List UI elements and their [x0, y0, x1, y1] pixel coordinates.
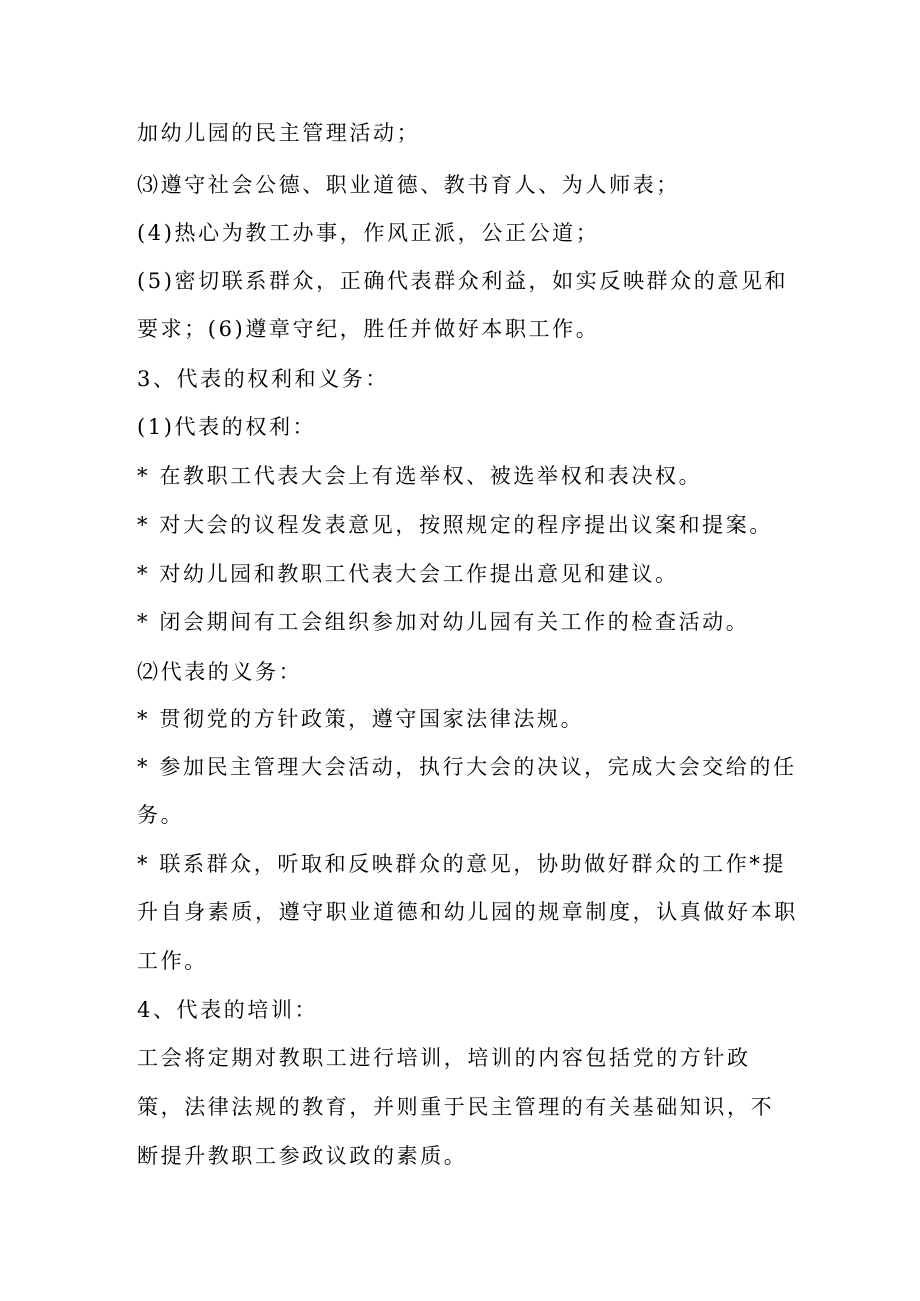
text-line: 工会将定期对教职工进行培训，培训的内容包括党的方针政: [137, 1046, 751, 1070]
text-line: ⑶遵守社会公德、职业道德、教书育人、为人师表；: [137, 173, 680, 197]
list-item: * 联系群众，听取和反映群众的意见，协助做好群众的工作*提: [137, 852, 787, 876]
text-line: (4)热心为教工办事，作风正派，公正公道；: [137, 221, 600, 245]
text-line: 加幼儿园的民主管理活动；: [137, 121, 421, 145]
text-line: 务。: [137, 803, 185, 827]
list-item: * 对幼儿园和教职工代表大会工作提出意见和建议。: [137, 562, 679, 586]
text-line: 工作。: [137, 949, 208, 973]
list-item: * 参加民主管理大会活动，执行大会的决议，完成大会交给的任: [137, 755, 797, 779]
text-line: 4、代表的培训：: [137, 998, 319, 1022]
text-line: (5)密切联系群众，正确代表群众利益，如实反映群众的意见和: [137, 269, 789, 293]
text-line: 升自身素质，遵守职业道德和幼儿园的规章制度，认真做好本职: [137, 900, 798, 924]
text-line: 断提升教职工参政议政的素质。: [137, 1144, 468, 1168]
text-line: 策，法律法规的教育，并则重于民主管理的有关基础知识，不: [137, 1095, 775, 1119]
list-item: * 在教职工代表大会上有选举权、被选举权和表决权。: [137, 464, 703, 488]
list-item: * 对大会的议程发表意见，按照规定的程序提出议案和提案。: [137, 513, 773, 537]
text-line: (1)代表的权利：: [137, 415, 317, 439]
list-item: * 闭会期间有工会组织参加对幼儿园有关工作的检查活动。: [137, 610, 750, 634]
list-item: * 贯彻党的方针政策，遵守国家法律法规。: [137, 707, 585, 731]
text-line: 3、代表的权利和义务：: [137, 367, 389, 391]
text-line: ⑵代表的义务：: [137, 660, 303, 684]
text-line: 要求；(6)遵章守纪，胜任并做好本职工作。: [137, 317, 600, 341]
